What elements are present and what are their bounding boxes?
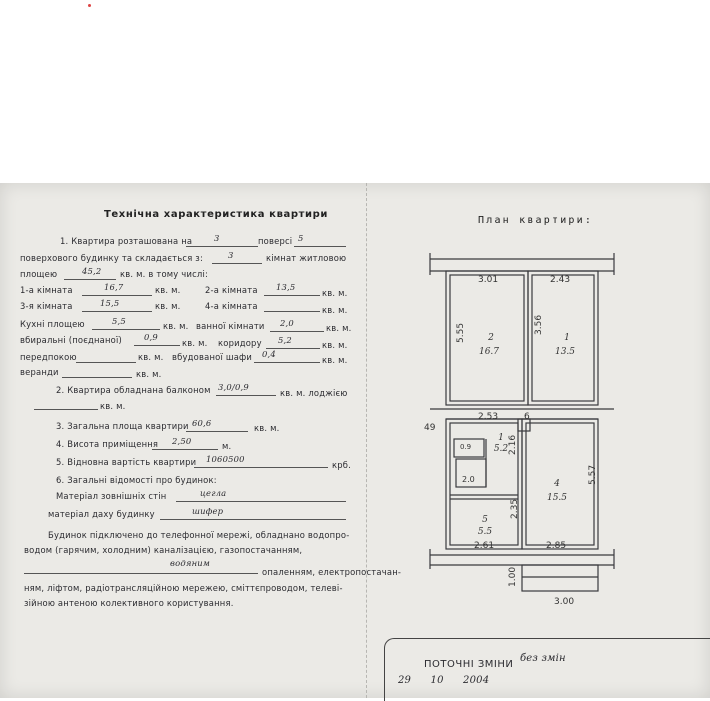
room4-number: 4 bbox=[554, 479, 560, 489]
heating-value: водяним bbox=[170, 558, 211, 568]
dim-253: 2.53 bbox=[478, 412, 499, 422]
changes-label: ПОТОЧНІ ЗМІНИ bbox=[424, 659, 514, 670]
corridor-value: 5,2 bbox=[278, 335, 292, 345]
section-title: Технічна характеристика квартири bbox=[104, 209, 328, 220]
living-area-value: 45,2 bbox=[82, 266, 102, 276]
room4-area: 15.5 bbox=[546, 493, 568, 503]
dim-mid-height: 3.56 bbox=[534, 314, 544, 335]
room3-value: 15,5 bbox=[100, 298, 120, 308]
kitchen-area: 5.5 bbox=[477, 527, 493, 537]
dim-216: 2.16 bbox=[508, 434, 518, 455]
plan-title: План квартири: bbox=[478, 215, 594, 226]
room1-area: 13.5 bbox=[554, 347, 576, 357]
red-dot-mark bbox=[88, 4, 91, 7]
closet-value: 0,4 bbox=[262, 349, 276, 359]
roof-value: шифер bbox=[192, 506, 224, 516]
dim-100: 1.00 bbox=[508, 566, 518, 587]
dim-top-right: 2.43 bbox=[550, 275, 571, 285]
kitchen-value: 5,5 bbox=[112, 316, 126, 326]
dim-285: 2.85 bbox=[546, 541, 567, 551]
balcony-value: 3,0/0,9 bbox=[218, 382, 249, 392]
corridor-area: 5.2 bbox=[493, 444, 509, 454]
room2-area: 16.7 bbox=[478, 347, 500, 357]
walls-value: цегла bbox=[200, 488, 227, 498]
floor-value: 3 bbox=[214, 233, 220, 243]
room2-value: 13,5 bbox=[276, 282, 296, 292]
bath-area: 2.0 bbox=[462, 475, 475, 484]
document-sheet: Технічна характеристика квартири 1. Квартира розташована на 3 поверсі 5 поверхового будинку та складається з: 3 кімнат житловою площею 45,2 кв. м. в тому числі: 1-а кімната 16,7 кв. м. 2-а кімната 13,5 кв. м. 3-я кімната 15,5 кв. м. 4-а кімната кв. м. Кухні площею 5,5 кв. м. ванної кімнати 2,0 кв. м. вбиральні (поєднаної) 0,9 кв. м. коридору 5,2 кв. м. передпокою кв. м. вбудованої шафи 0,4 кв. м. веранди кв. м. 2. Квартира обладнана балконом 3,0/0,9 кв. м. лоджією кв. м. 3. Загальна площа квартири 60,6 кв. м. 4. Висота приміщення 2,50 м. 5. Відновна вартість квартири 1060500 крб. 6. Загальні відомості про будинок: Матеріал зовнішніх стін цегла матеріал даху будинку шифер Будинок підключено до телефонної мережі, обладнано водопро- водом (гарячим, холодним) каналізацією, газопостачанням, водяним опаленням, електропостачан- ням, ліфтом, радіотрансляційною мережею, сміттєпроводом, телеві- зійною антеною колективного користування. План квартири: 3.01 2.43 5.55 3.56 2 16.7 1 13.5 2.53 6 49 2.16 1 5.2 0.9 2.0 2.35 4 15.5 5.57 5 5.5 2.61 2.85 1.00 3.00 ПОТОЧНІ ЗМІНИ без змін 29 10 2004 bbox=[0, 183, 710, 698]
rooms-value: 3 bbox=[228, 250, 234, 260]
room1-number: 1 bbox=[564, 333, 570, 343]
dim-261: 2.61 bbox=[474, 541, 495, 551]
kitchen-number: 5 bbox=[482, 515, 488, 525]
floor-plan bbox=[0, 183, 710, 698]
dim-300: 3.00 bbox=[554, 597, 575, 607]
floor-label: 1. Квартира розташована на bbox=[60, 236, 193, 246]
height-value: 2,50 bbox=[172, 436, 192, 446]
bath-value: 2,0 bbox=[280, 318, 294, 328]
changes-note: без змін bbox=[520, 653, 566, 664]
corridor-number: 1 bbox=[498, 433, 504, 443]
wc-value: 0,9 bbox=[144, 332, 158, 342]
dim-left-height: 5.55 bbox=[456, 322, 466, 343]
dim-235: 2.35 bbox=[510, 498, 520, 519]
floors-total-value: 5 bbox=[298, 233, 304, 243]
dim-557: 5.57 bbox=[588, 464, 598, 485]
room1-value: 16,7 bbox=[104, 282, 124, 292]
dim-6: 6 bbox=[524, 412, 530, 422]
total-area-value: 60,6 bbox=[192, 418, 212, 428]
dim-top-left: 3.01 bbox=[478, 275, 499, 285]
changes-date: 29 10 2004 bbox=[398, 675, 490, 686]
wc-area: 0.9 bbox=[460, 443, 472, 451]
room2-number: 2 bbox=[488, 333, 494, 343]
cost-value: 1060500 bbox=[206, 454, 245, 464]
dim-49: 49 bbox=[424, 423, 436, 433]
